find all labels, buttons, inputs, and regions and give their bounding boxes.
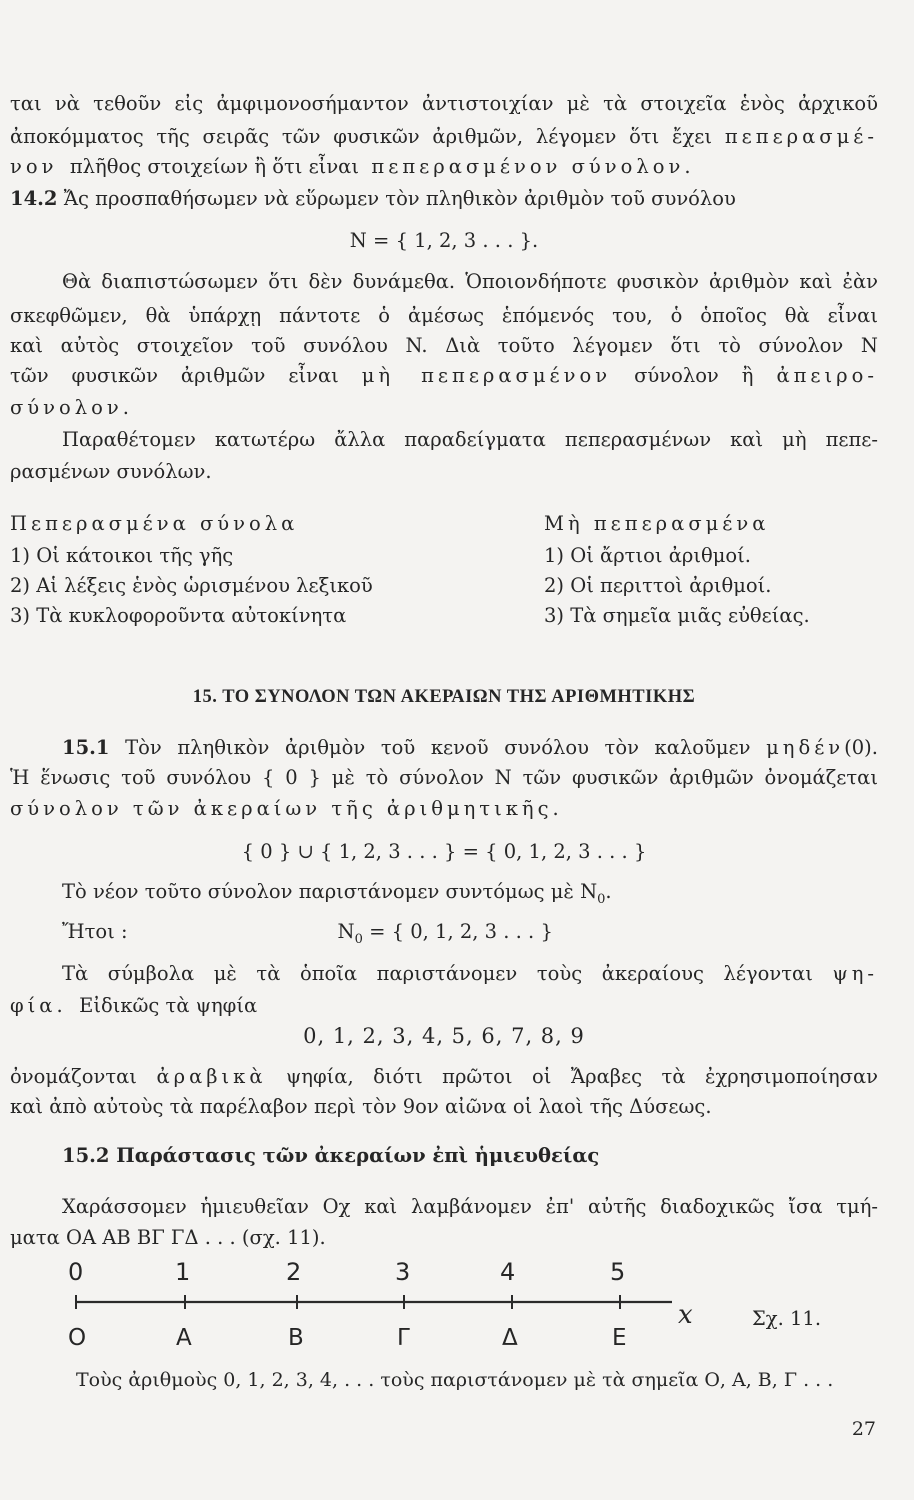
subsection-number: 14.2 [10,187,58,210]
text-span: καὶ ἀπὸ αὐτοὺς τὰ παρέλαβον περὶ τὸν 9ον αἰῶνα οἱ λαοὶ τῆς Δύσεως. [10,1095,712,1118]
text-span: ὀνομάζονται [10,1065,137,1088]
spaced-term: πεπερασμέ- [724,125,878,148]
text-span: ψηφία, διότι πρῶτοι οἱ Ἄραβες τὰ ἐχρησιμοποίησαν [286,1065,879,1088]
text-span: ματα ΟΑ ΑΒ ΒΓ ΓΔ . . . (σχ. 11). [10,1226,326,1249]
text-span: σκεφθῶμεν, θὰ ὑπάρχῃ πάντοτε ὁ ἀμέσως ἑπόμενός του, ὁ ὁποῖος θὰ εἶναι [10,304,878,327]
spaced-term: μηδέν [766,736,845,759]
axis-letter-E: E [612,1325,627,1351]
subsection-number: 15.1 [62,736,110,759]
spaced-term: ἀπειρο- [776,364,878,387]
digits-text: 0, 1, 2, 3, 4, 5, 6, 7, 8, 9 [303,1024,585,1048]
text-span: Ἡ ἕνωσις τοῦ συνόλου { 0 } μὲ τὸ σύνολον N τῶν φυσικῶν ἀριθμῶν ὀνομάζεται [10,766,878,789]
text-span: Ἤτοι : [62,920,128,943]
text-span: Τὸ νέον τοῦτο σύνολον παριστάνομεν συντόμως μὲ N [62,880,598,903]
axis-number-5: 5 [610,1258,626,1286]
right-item-2: 2) Οἱ περιττοὶ ἀριθμοί. [544,574,772,597]
formula-text: N = { 1, 2, 3 . . . }. [349,229,539,252]
axis-letter-A: A [176,1325,192,1351]
spaced-term: ἀραβικὰ [156,1065,267,1088]
text-span: Χαράσσομεν ἡμιευθεῖαν Οχ καὶ λαμβάνομεν ἐπ' αὐτῆς διαδοχικῶς ἴσα τμή- [62,1195,878,1218]
text-span: σύνολον ἢ [634,364,754,387]
text-span: πλῆθος στοιχείων ἢ ὅτι εἶναι [69,155,359,178]
axis-end-x: x [678,1300,693,1330]
text-span: Ἄς προσπαθήσωμεν νὰ εὕρωμεν τὸν πληθικὸν ἀριθμὸν τοῦ συνόλου [63,187,736,210]
right-item-1: 1) Οἱ ἄρτιοι ἀριθμοί. [544,544,751,567]
text-span: . [605,880,612,903]
final-line: Τοὺς ἀριθμοὺς 0, 1, 2, 3, 4, . . . τοὺς παριστάνομεν μὲ τὰ σημεῖα Ο, Α, Β, Γ . . . [76,1369,834,1391]
section-152-heading: 15.2 Παράστασις τῶν ἀκεραίων ἐπὶ ἡμιευθείας [62,1144,600,1167]
text-span: Εἰδικῶς τὰ ψηφία [79,994,258,1017]
left-column-title: Πεπερασμένα σύνολα [10,512,299,535]
axis-letter-Delta: Δ [502,1325,518,1351]
spaced-term: νον [10,155,58,178]
spaced-term: πεπερασμένον σύνολον. [371,155,695,178]
axis-letter-B: B [288,1325,304,1351]
text-span: (0). [844,736,878,759]
spaced-term: σύνολον τῶν ἀκεραίων τῆς ἀριθμητικῆς. [10,797,563,820]
section-15-heading: 15. ΤΟ ΣΥΝΟΛΟΝ ΤΩΝ ΑΚΕΡΑΙΩΝ ΤΗΣ ΑΡΙΘΜΗΤΙΚΗΣ [192,687,696,707]
right-item-3: 3) Τὰ σημεῖα μιᾶς εὐθείας. [544,604,810,627]
left-item-2: 2) Αἱ λέξεις ἑνὸς ὡρισμένου λεξικοῦ [10,574,373,597]
text-span: Θὰ διαπιστώσωμεν ὅτι δὲν δυνάμεθα. Ὁποιονδήποτε φυσικὸν ἀριθμὸν καὶ ἐὰν [62,270,878,293]
subscript-zero: 0 [354,931,363,947]
text-span: Τὸν πληθικὸν ἀριθμὸν τοῦ κενοῦ συνόλου τὸν καλοῦμεν [125,736,751,759]
spaced-term: ψη- [832,962,879,985]
text-span: Τὰ σύμβολα μὲ τὰ ὁποῖα παριστάνομεν τοὺς ἀκεραίους λέγονται [62,962,813,985]
left-item-3: 3) Τὰ κυκλοφοροῦντα αὐτοκίνητα [10,604,347,627]
left-item-1: 1) Οἱ κάτοικοι τῆς γῆς [10,544,234,567]
text-span: ται νὰ τεθοῦν εἰς ἀμφιμονοσήμαντον ἀντιστοιχίαν μὲ τὰ στοιχεῖα ἑνὸς ἀρχικοῦ [10,92,878,115]
page-number: 27 [851,1418,876,1440]
formula-text: { 0 } ∪ { 1, 2, 3 . . . } = { 0, 1, 2, 3 . . . } [241,840,647,863]
text-span: ρασμένων συνόλων. [10,460,212,483]
axis-number-2: 2 [286,1258,302,1286]
axis-number-1: 1 [175,1258,191,1286]
spaced-term: μὴ πεπερασμένον [361,364,612,387]
axis-number-4: 4 [500,1258,516,1286]
subscript-zero: 0 [597,891,606,907]
text-span: ἀποκόμματος τῆς σειρᾶς τῶν φυσικῶν ἀριθμῶν, λέγομεν ὅτι ἔχει [10,125,713,148]
text-span: τῶν φυσικῶν ἀριθμῶν εἶναι [10,364,339,387]
set-symbol: N [337,920,355,943]
spaced-term: φία. [10,994,67,1017]
figure-caption: Σχ. 11. [752,1307,822,1330]
text-span: καὶ αὐτὸς στοιχεῖον τοῦ συνόλου N. Διὰ τοῦτο λέγομεν ὅτι τὸ σύνολον N [10,334,878,357]
right-column-title: Μὴ πεπερασμένα [544,512,770,535]
spaced-term: σύνολον. [10,396,133,419]
axis-letter-O: O [68,1325,87,1351]
axis-number-0: 0 [68,1258,84,1286]
axis-letter-Gamma: Γ [397,1325,410,1351]
text-span: Παραθέτομεν κατωτέρω ἄλλα παραδείγματα πεπερασμένων καὶ μὴ πεπε- [62,428,878,451]
formula-text: = { 0, 1, 2, 3 . . . } [369,920,553,943]
axis-number-3: 3 [395,1258,411,1286]
